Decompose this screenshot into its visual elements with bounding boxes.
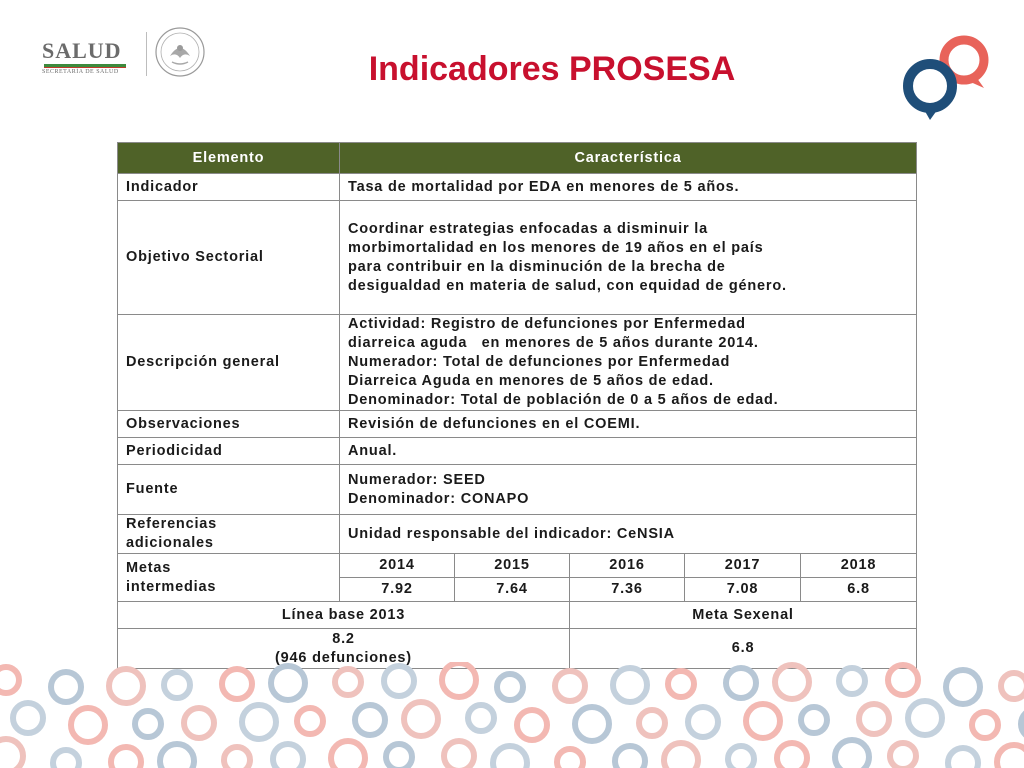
footer-ring-shape bbox=[728, 746, 754, 768]
footer-ring-shape bbox=[835, 740, 869, 768]
linea-base-value-line: (946 defunciones) bbox=[275, 649, 412, 666]
footer-ring-shape bbox=[839, 668, 865, 694]
footer-ring-shape bbox=[497, 674, 523, 700]
row-metas-years bbox=[118, 554, 917, 578]
row-descripcion bbox=[118, 315, 917, 411]
footer-ring-shape bbox=[0, 667, 19, 693]
footer-ring-shape bbox=[224, 747, 250, 768]
observaciones-label: Observaciones bbox=[118, 411, 340, 438]
footer-ring-shape bbox=[271, 666, 305, 700]
fuente-line: Numerador: SEED bbox=[348, 471, 486, 488]
footer-ring-shape bbox=[557, 749, 583, 768]
indicator-table bbox=[117, 142, 917, 669]
footer-ring-shape bbox=[555, 671, 585, 701]
metas-label-line: Metas bbox=[126, 559, 172, 576]
footer-ring-shape bbox=[859, 704, 889, 734]
footer-ring-shape bbox=[668, 671, 694, 697]
descripcion-line: Actividad: Registro de defunciones por Enfermedad bbox=[348, 316, 746, 332]
metas-value: 7.08 bbox=[685, 578, 801, 602]
objetivo-label: Objetivo Sectorial bbox=[118, 201, 340, 315]
footer-ring-shape bbox=[335, 669, 361, 695]
observaciones-value: Revisión de defunciones en el COEMI. bbox=[340, 411, 917, 438]
referencias-value: Unidad responsable del indicador: CeNSIA bbox=[340, 515, 917, 554]
salud-logo-subtext: SECRETARÍA DE SALUD bbox=[42, 69, 119, 75]
descripcion-line: Denominador: Total de población de 0 a 5 años de edad. bbox=[348, 392, 779, 408]
footer-ring-shape bbox=[442, 663, 476, 697]
footer-ring-shape bbox=[273, 744, 303, 768]
metas-year: 2018 bbox=[801, 554, 917, 578]
footer-ring-shape bbox=[613, 668, 647, 702]
footer-ring-shape bbox=[972, 712, 998, 738]
metas-year: 2017 bbox=[685, 554, 801, 578]
footer-ring-shape bbox=[0, 739, 23, 768]
linea-base-label: Línea base 2013 bbox=[118, 602, 570, 629]
descripcion-value bbox=[340, 315, 917, 411]
footer-ring-shape bbox=[615, 746, 645, 768]
metas-year: 2015 bbox=[455, 554, 570, 578]
row-objetivo bbox=[118, 201, 917, 315]
metas-label-line: intermedias bbox=[126, 578, 217, 595]
periodicidad-value: Anual. bbox=[340, 438, 917, 465]
fuente-label: Fuente bbox=[118, 465, 340, 515]
footer-ring-shape bbox=[664, 743, 698, 768]
footer-ring-shape bbox=[688, 707, 718, 737]
footer-ring-shape bbox=[331, 741, 365, 768]
row-periodicidad bbox=[118, 438, 917, 465]
footer-ring-shape bbox=[493, 746, 527, 768]
metas-year: 2014 bbox=[340, 554, 455, 578]
footer-ring-shape bbox=[404, 702, 438, 736]
footer-ring-shape bbox=[997, 745, 1024, 768]
metas-value: 7.64 bbox=[455, 578, 570, 602]
row-fuente bbox=[118, 465, 917, 515]
footer-ring-shape bbox=[53, 750, 79, 768]
objetivo-line: Coordinar estrategias enfocadas a disminuir la bbox=[348, 220, 708, 237]
row-observaciones bbox=[118, 411, 917, 438]
footer-ring-shape bbox=[109, 669, 143, 703]
meta-sexenal-label: Meta Sexenal bbox=[570, 602, 917, 629]
salud-logo-text: SALUD bbox=[42, 38, 122, 63]
footer-ring-shape bbox=[13, 703, 43, 733]
metas-value: 6.8 bbox=[801, 578, 917, 602]
footer-ring-shape bbox=[51, 672, 81, 702]
metas-label bbox=[118, 554, 340, 602]
row-referencias bbox=[118, 515, 917, 554]
row-baseline-header bbox=[118, 602, 917, 629]
referencias-label bbox=[118, 515, 340, 554]
metas-value: 7.36 bbox=[570, 578, 685, 602]
footer-ring-shape bbox=[517, 710, 547, 740]
metas-value: 7.92 bbox=[340, 578, 455, 602]
indicador-label: Indicador bbox=[118, 174, 340, 201]
objetivo-line: para contribuir en la disminución de la brecha de bbox=[348, 258, 726, 275]
footer-ring-shape bbox=[444, 741, 474, 768]
fuente-value bbox=[340, 465, 917, 515]
referencias-label-line: adicionales bbox=[126, 535, 214, 551]
referencias-label-line: Referencias bbox=[126, 516, 218, 532]
table-header-row bbox=[118, 143, 917, 174]
footer-ring-shape bbox=[386, 744, 412, 768]
objetivo-line: morbimortalidad en los menores de 19 años en el país bbox=[348, 239, 764, 256]
footer-ring-shape bbox=[355, 705, 385, 735]
descripcion-line: Numerador: Total de defunciones por Enfermedad bbox=[348, 354, 731, 370]
footer-ring-shape bbox=[746, 704, 780, 738]
footer-ring-shape bbox=[135, 711, 161, 737]
page-title: Indicadores PROSESA bbox=[368, 50, 736, 88]
footer-ring-shape bbox=[160, 744, 194, 768]
descripcion-line: Diarreica Aguda en menores de 5 años de edad. bbox=[348, 373, 714, 389]
footer-ring-shape bbox=[890, 743, 916, 768]
row-indicador bbox=[118, 174, 917, 201]
footer-ring-shape bbox=[801, 707, 827, 733]
footer-ring-shape bbox=[222, 669, 252, 699]
meta-sexenal-value: 6.8 bbox=[570, 629, 917, 669]
indicador-value: Tasa de mortalidad por EDA en menores de 5 años. bbox=[340, 174, 917, 201]
linea-base-value-line: 8.2 bbox=[332, 630, 355, 647]
footer-ring-shape bbox=[184, 708, 214, 738]
descripcion-label: Descripción general bbox=[118, 315, 340, 411]
footer-ring-shape bbox=[888, 665, 918, 695]
descripcion-line: diarreica aguda en menores de 5 años durante 2014. bbox=[348, 335, 759, 351]
periodicidad-label: Periodicidad bbox=[118, 438, 340, 465]
objetivo-value bbox=[340, 201, 917, 315]
objetivo-line: desigualdad en materia de salud, con equidad de género. bbox=[348, 277, 787, 294]
footer-pattern bbox=[0, 662, 1024, 768]
header-caracteristica: Característica bbox=[340, 143, 917, 174]
footer-ring-shape bbox=[908, 701, 942, 735]
footer-ring-shape bbox=[775, 665, 809, 699]
footer-ring-shape bbox=[111, 747, 141, 768]
footer-ring-shape bbox=[468, 705, 494, 731]
footer-ring-shape bbox=[726, 668, 756, 698]
footer-ring-shape bbox=[575, 707, 609, 741]
footer-ring-shape bbox=[639, 710, 665, 736]
footer-ring-shape bbox=[164, 672, 190, 698]
metas-year: 2016 bbox=[570, 554, 685, 578]
footer-ring-shape bbox=[777, 743, 807, 768]
fuente-line: Denominador: CONAPO bbox=[348, 490, 530, 507]
footer-ring-shape bbox=[297, 708, 323, 734]
footer-ring-shape bbox=[71, 708, 105, 742]
footer-ring-shape bbox=[946, 670, 980, 704]
footer-ring-shape bbox=[384, 666, 414, 696]
footer-ring-shape bbox=[242, 705, 276, 739]
footer-ring-shape bbox=[948, 748, 978, 768]
header-elemento: Elemento bbox=[118, 143, 340, 174]
footer-ring-shape bbox=[1001, 673, 1024, 699]
